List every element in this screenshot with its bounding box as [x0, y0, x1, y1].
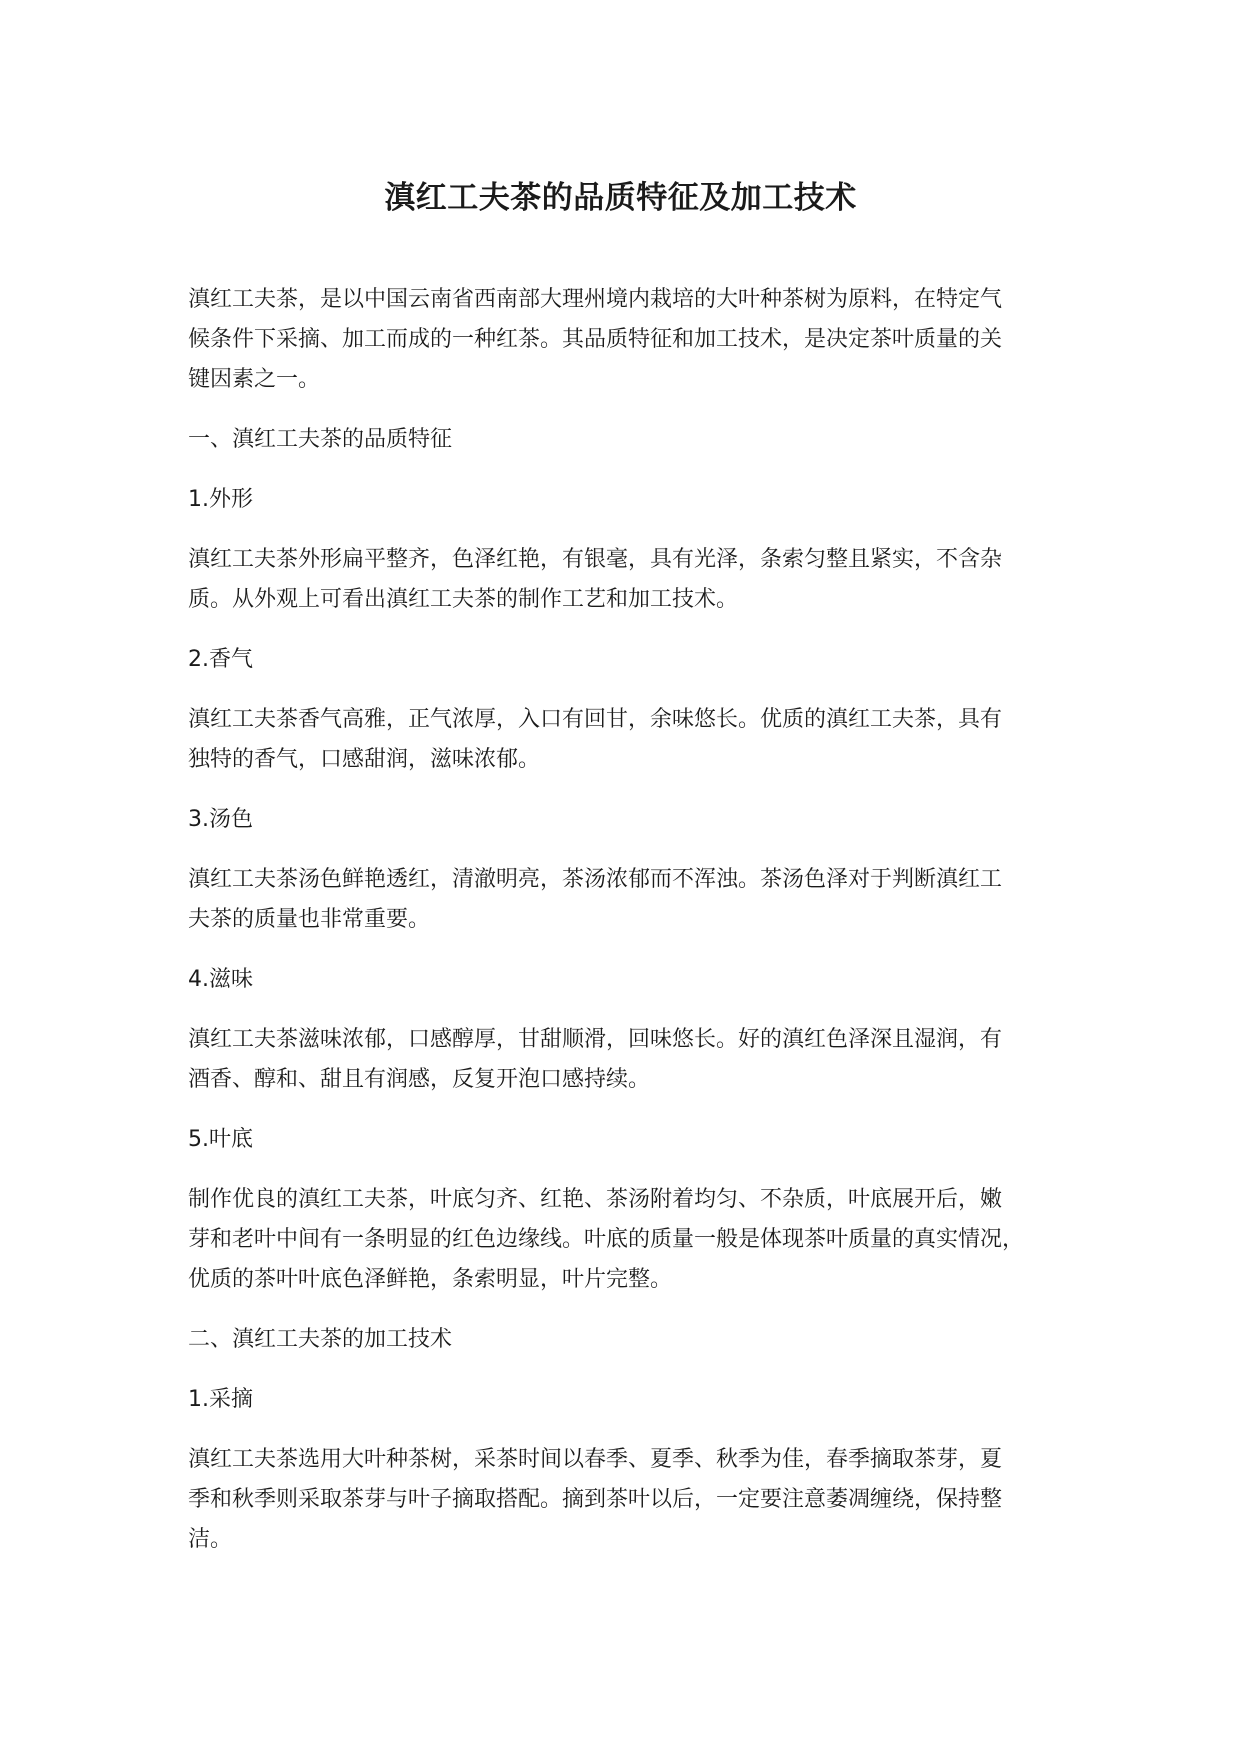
- subheading-picking: 1.采摘: [188, 1387, 253, 1412]
- section-heading-quality: 一、滇红工夫茶的品质特征: [188, 427, 453, 452]
- text-line: 滇红工夫茶滋味浓郁，口感醇厚，甘甜顺滑，回味悠长。好的滇红色泽深且湿润，有: [188, 1027, 1003, 1052]
- intro-paragraph: [188, 280, 1068, 400]
- subheading-aroma: 2.香气: [188, 647, 253, 672]
- text-line: 制作优良的滇红工夫茶，叶底匀齐、红艳、茶汤附着均匀、不杂质，叶底展开后，嫩: [188, 1187, 1003, 1212]
- paragraph-appearance: [188, 540, 1068, 620]
- subheading-leaf-base: 5.叶底: [188, 1127, 253, 1152]
- text-line: 优质的茶叶叶底色泽鲜艳，条索明显，叶片完整。: [188, 1267, 673, 1292]
- text-line: 独特的香气，口感甜润，滋味浓郁。: [188, 747, 541, 772]
- paragraph-liquor-color: [188, 860, 1068, 940]
- text-line: 滇红工夫茶外形扁平整齐，色泽红艳，有银毫，具有光泽，条索匀整且紧实，不含杂: [188, 547, 1003, 572]
- text-line: 键因素之一。: [188, 367, 321, 392]
- document-body: [188, 280, 1068, 1580]
- text-line: 洁。: [188, 1527, 233, 1552]
- text-line: 酒香、醇和、甜且有润感，反复开泡口感持续。: [188, 1067, 651, 1092]
- document-title: 滇红工夫茶的品质特征及加工技术: [384, 180, 857, 216]
- paragraph-taste: [188, 1020, 1068, 1100]
- subheading-taste: 4.滋味: [188, 967, 253, 992]
- paragraph-aroma: [188, 700, 1068, 780]
- text-line: 夫茶的质量也非常重要。: [188, 907, 431, 932]
- text-line: 芽和老叶中间有一条明显的红色边缘线。叶底的质量一般是体现茶叶质量的真实情况，: [188, 1227, 1025, 1252]
- text-line: 质。从外观上可看出滇红工夫茶的制作工艺和加工技术。: [188, 587, 739, 612]
- subheading-appearance: 1.外形: [188, 487, 253, 512]
- text-line: 滇红工夫茶香气高雅，正气浓厚，入口有回甘，余味悠长。优质的滇红工夫茶，具有: [188, 707, 1003, 732]
- subheading-liquor-color: 3.汤色: [188, 807, 253, 832]
- paragraph-leaf-base: [188, 1180, 1068, 1300]
- text-line: 滇红工夫茶选用大叶种茶树，采茶时间以春季、夏季、秋季为佳，春季摘取茶芽，夏: [188, 1447, 1003, 1472]
- text-line: 季和秋季则采取茶芽与叶子摘取搭配。摘到茶叶以后，一定要注意萎凋缠绕，保持整: [188, 1487, 1003, 1512]
- text-line: 滇红工夫茶汤色鲜艳透红，清澈明亮，茶汤浓郁而不浑浊。茶汤色泽对于判断滇红工: [188, 867, 1003, 892]
- text-line: 候条件下采摘、加工而成的一种红茶。其品质特征和加工技术，是决定茶叶质量的关: [188, 327, 1003, 352]
- section-heading-processing: 二、滇红工夫茶的加工技术: [188, 1327, 453, 1352]
- paragraph-picking: [188, 1440, 1068, 1560]
- text-line: 滇红工夫茶，是以中国云南省西南部大理州境内栽培的大叶种茶树为原料，在特定气: [188, 287, 1003, 312]
